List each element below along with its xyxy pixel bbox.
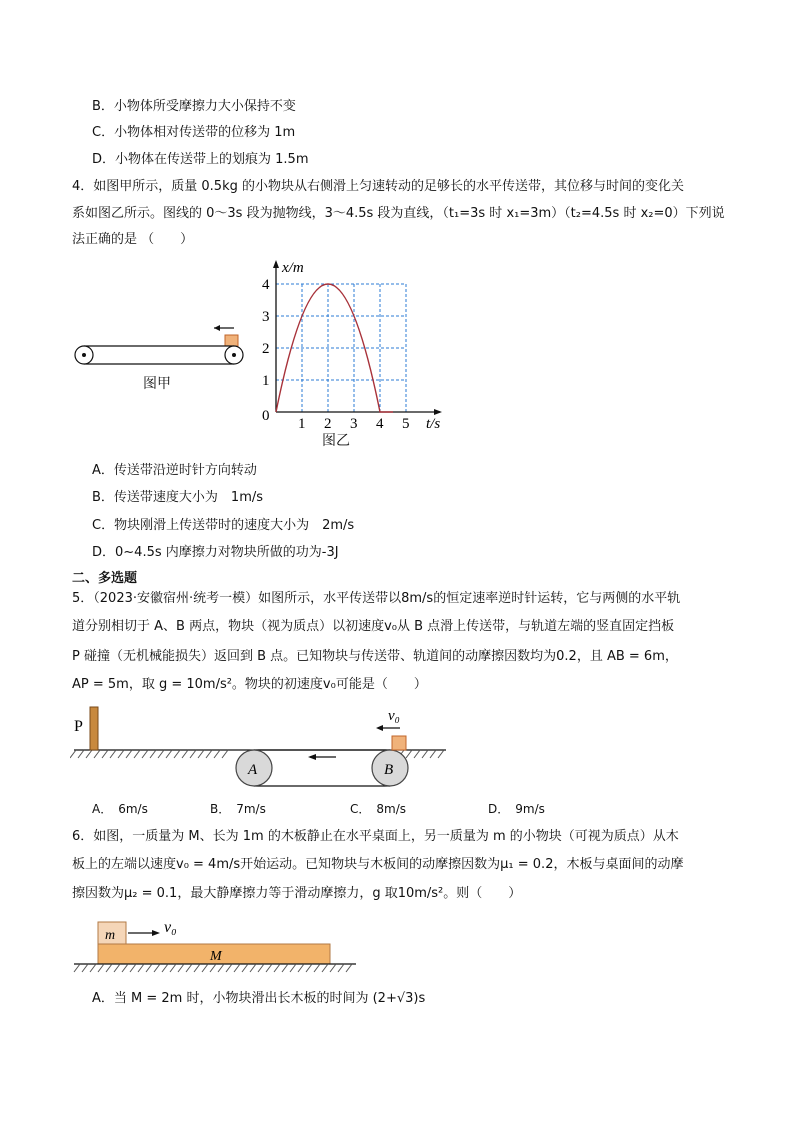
q4-stem-line-1: 4．如图甲所示，质量 0.5kg 的小物块从右侧滑上匀速转动的足够长的水平传送带，其位移与时间的变化关 <box>72 179 684 194</box>
q5-stem-line-1: 5．（2023·安徽宿州·统考一模）如图所示，水平传送带以8m/s的恒定速率逆时针运转，它与两侧的水平轨 <box>72 591 681 606</box>
q5-option-c: C． 8m/s <box>350 802 406 816</box>
label-a: A <box>248 762 258 778</box>
label-v0: v₀ <box>388 708 400 724</box>
q4-option-a: A．传送带沿逆时针方向转动 <box>92 463 257 478</box>
y-tick-3: 3 <box>262 309 270 325</box>
x-tick-2: 2 <box>324 416 332 432</box>
graph-grid <box>276 284 406 412</box>
label-p: P <box>74 718 83 735</box>
x-axis-label: t/s <box>426 416 441 432</box>
figure-jia-caption: 图甲 <box>143 376 171 392</box>
figure-yi-caption: 图乙 <box>322 433 350 449</box>
q4-option-d: D．0~4.5s 内摩擦力对物块所做的功为-3J <box>92 545 339 560</box>
q5-stem-line-3: P 碰撞（无机械能损失）返回到 B 点。已知物块与传送带、轨道间的动摩擦因数均为0.2，且 AB = 6m， <box>72 649 678 664</box>
x-tick-3: 3 <box>350 416 358 432</box>
x-tick-5: 5 <box>402 416 410 432</box>
label-m: m <box>105 928 116 943</box>
q5-option-d: D． 9m/s <box>488 802 545 816</box>
q4-stem-line-2: 系如图乙所示。图线的 0～3s 段为抛物线，3～4.5s 段为直线，（t₁=3s 时 x₁=3m）（t₂=4.5s 时 x₂=0）下列说 <box>72 206 725 221</box>
q4-stem-line-3: 法正确的是 （ ） <box>72 232 194 247</box>
q4-option-c: C．物块刚滑上传送带时的速度大小为 2m/s <box>92 518 355 533</box>
q5-option-b: B． 7m/s <box>210 802 266 816</box>
q3-option-b: B．小物体所受摩擦力大小保持不变 <box>92 99 296 114</box>
q4-figure-yi <box>256 256 456 456</box>
section-title: 二、多选题 <box>72 571 138 586</box>
y-axis-label: x/m <box>282 260 304 276</box>
y-tick-4: 4 <box>262 277 270 293</box>
origin-label: 0 <box>262 408 270 424</box>
q6-option-a: A．当 M = 2m 时，小物块滑出长木板的时间为 (2+√3)s <box>92 991 426 1006</box>
block <box>392 736 406 750</box>
q4-option-b: B．传送带速度大小为 1m/s <box>92 490 264 505</box>
q5-figure <box>70 702 450 792</box>
y-tick-1: 1 <box>262 373 270 389</box>
label-b: B <box>384 762 394 778</box>
q6-figure <box>72 916 362 978</box>
label-v0: v₀ <box>164 919 177 936</box>
x-tick-1: 1 <box>298 416 306 432</box>
q5-option-a: A． 6m/s <box>92 802 148 816</box>
block <box>225 335 238 346</box>
q3-option-c: C．小物体相对传送带的位移为 1m <box>92 125 296 140</box>
label-big-m: M <box>210 949 222 964</box>
q3-option-d: D．小物体在传送带上的划痕为 1.5m <box>92 152 309 167</box>
q6-stem-line-2: 板上的左端以速度v₀ = 4m/s开始运动。已知物块与木板间的动摩擦因数为μ₁ = 0.2，木板与桌面间的动摩 <box>72 857 684 872</box>
q6-stem-line-1: 6．如图，一质量为 M、长为 1m 的木板静止在水平桌面上，另一质量为 m 的小物块（可视为质点）从木 <box>72 829 679 844</box>
direction-arrow-head <box>214 325 220 331</box>
x-tick-4: 4 <box>376 416 384 432</box>
baffle-p <box>90 707 98 750</box>
q6-stem-line-3: 擦因数为μ₂ = 0.1，最大静摩擦力等于滑动摩擦力，g 取10m/s²。则（ ） <box>72 886 522 901</box>
y-tick-2: 2 <box>262 341 270 357</box>
q5-stem-line-4: AP = 5m，取 g = 10m/s²。物块的初速度v₀可能是（ ） <box>72 677 427 692</box>
q5-stem-line-2: 道分别相切于 A、B 两点，物块（视为质点）以初速度v₀从 B 点滑上传送带，与轨道左端的竖直固定挡板 <box>72 619 675 634</box>
